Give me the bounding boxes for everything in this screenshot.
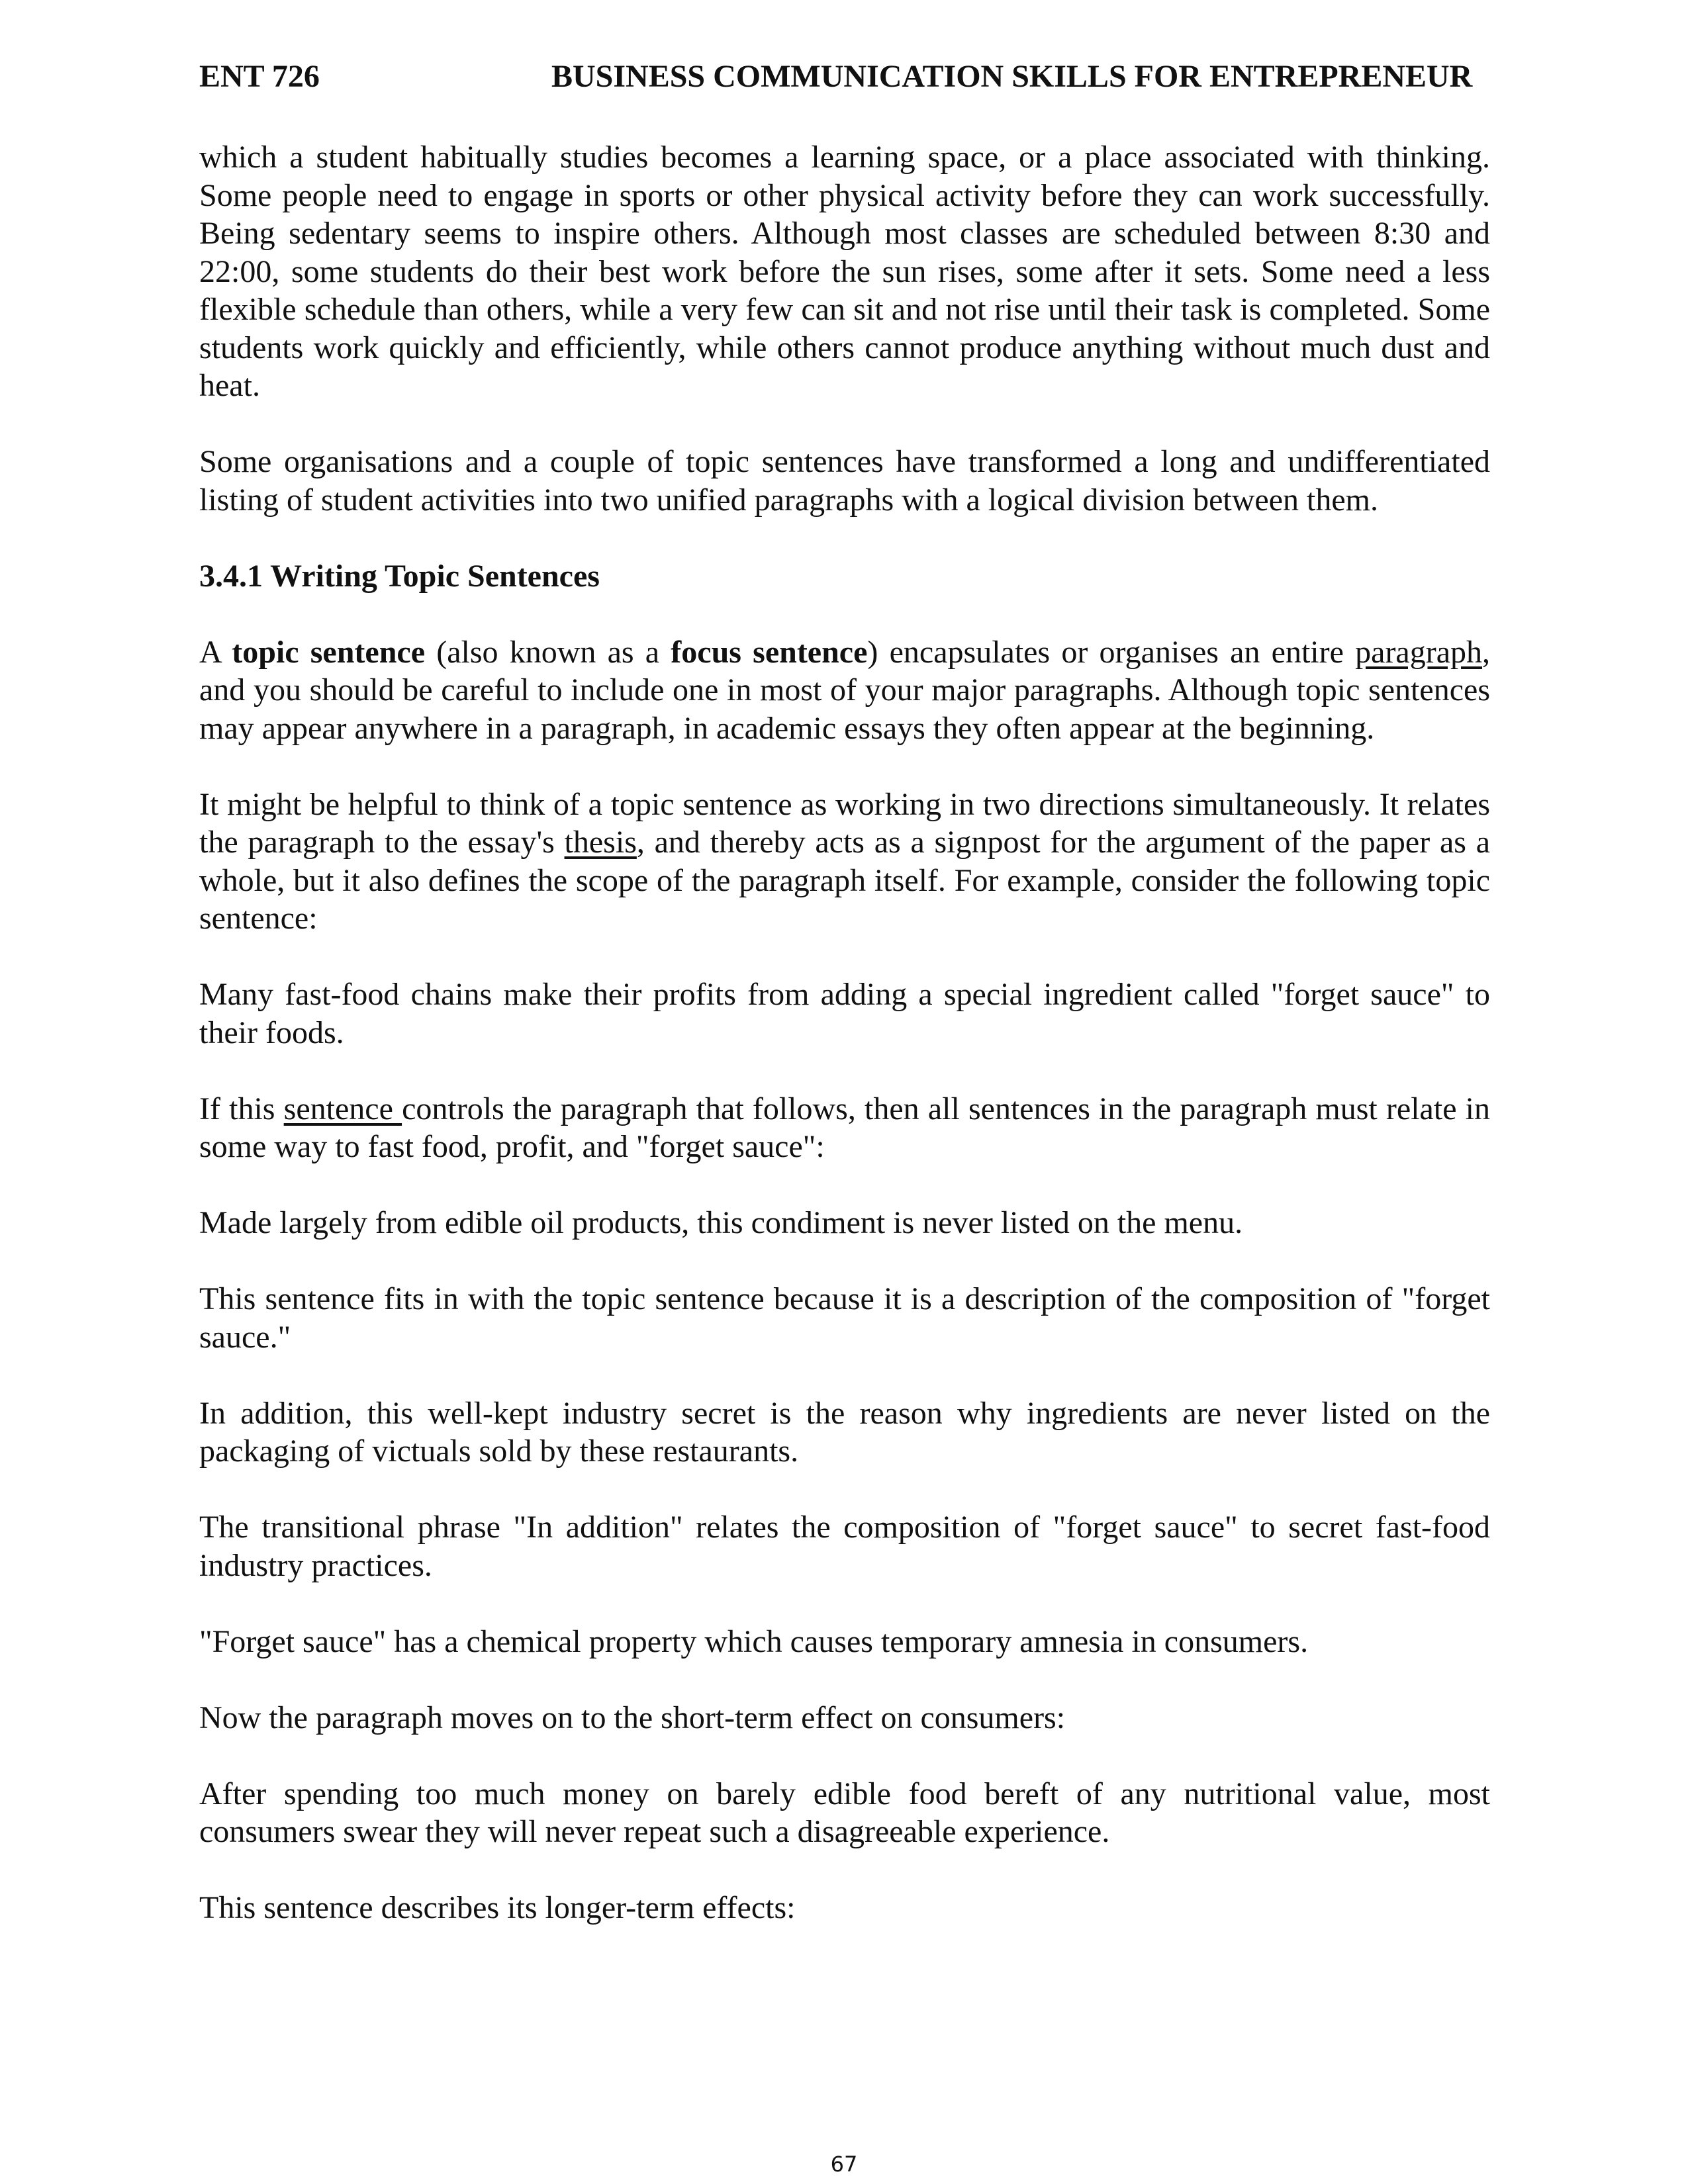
text-run: , and you should be careful to include one in most of your major paragraphs. Although topic sentences may appear anywhere in a paragraph, in academic essays they often appear at the beginning. bbox=[199, 634, 1491, 746]
link-thesis[interactable]: thesis bbox=[564, 825, 637, 860]
example-sentence: After spending too much money on barely edible food bereft of any nutritional value, most consumers swear they will never repeat such a disagreeable experience. bbox=[199, 1776, 1490, 1849]
paragraph: Now the paragraph moves on to the short-term effect on consumers: bbox=[199, 1700, 1066, 1735]
example-sentence: Many fast-food chains make their profits from adding a special ingredient called "forget sauce" to their foods. bbox=[199, 977, 1490, 1050]
body-text bbox=[199, 138, 1490, 1965]
example-sentence: Made largely from edible oil products, this condiment is never listed on the menu. bbox=[199, 1205, 1243, 1240]
text-run: controls the paragraph that follows, then all sentences in the paragraph must relate in some way to fast food, profit, and "forget sauce": bbox=[199, 1091, 1490, 1164]
paragraph: which a student habitually studies becomes a learning space, or a place associated with thinking. Some people need to engage in sports or other physical activity before they can work successfully. Being sedentary seems to inspire others. Although most classes are scheduled between 8:30 and 22:00, some students do their best work before the sun rises, some after it sets. Some need a less flexible schedule than others, while a very few can sit and not rise until their task is completed. Some students work quickly and efficiently, while others cannot produce anything without much dust and heat. bbox=[199, 140, 1490, 403]
paragraph: Some organisations and a couple of topic sentences have transformed a long and undifferentiated listing of student activities into two unified paragraphs with a logical division between them. bbox=[199, 444, 1490, 518]
paragraph bbox=[199, 1090, 1490, 1166]
text-run: , and thereby acts as a signpost for the argument of the paper as a whole, but it also defines the scope of the paragraph itself. For example, consider the following topic sentence: bbox=[199, 825, 1491, 936]
course-title: BUSINESS COMMUNICATION SKILLS FOR ENTREPRENEUR bbox=[551, 59, 1473, 94]
link-sentence[interactable]: sentence bbox=[283, 1091, 402, 1126]
text-run: It might be helpful to think of a topic sentence as working in two directions simultaneously. It relates the paragraph to the essay's bbox=[199, 786, 1490, 860]
text-run: A bbox=[199, 634, 232, 670]
example-sentence: In addition, this well-kept industry secret is the reason why ingredients are never listed on the packaging of victuals sold by these restaurants. bbox=[199, 1395, 1490, 1469]
text-run: (also known as a bbox=[425, 634, 671, 670]
paragraph: This sentence describes its longer-term effects: bbox=[199, 1890, 796, 1925]
course-code: ENT 726 bbox=[199, 59, 320, 94]
example-sentence: "Forget sauce" has a chemical property which causes temporary amnesia in consumers. bbox=[199, 1623, 1309, 1659]
text-run: ) encapsulates or organises an entire bbox=[867, 634, 1356, 670]
section-heading: 3.4.1 Writing Topic Sentences bbox=[199, 558, 600, 594]
term-focus-sentence: focus sentence bbox=[671, 634, 868, 670]
text-run: If this bbox=[199, 1091, 284, 1126]
paragraph bbox=[199, 786, 1490, 938]
paragraph: The transitional phrase "In addition" relates the composition of "forget sauce" to secret fast-food industry practices. bbox=[199, 1510, 1490, 1583]
paragraph bbox=[199, 633, 1490, 748]
page-number: 67 bbox=[830, 2152, 858, 2177]
paragraph: This sentence fits in with the topic sentence because it is a description of the composition of "forget sauce." bbox=[199, 1281, 1490, 1355]
link-paragraph[interactable]: paragraph bbox=[1355, 634, 1483, 670]
term-topic-sentence: topic sentence bbox=[232, 634, 426, 670]
document-page bbox=[199, 0, 1490, 2184]
